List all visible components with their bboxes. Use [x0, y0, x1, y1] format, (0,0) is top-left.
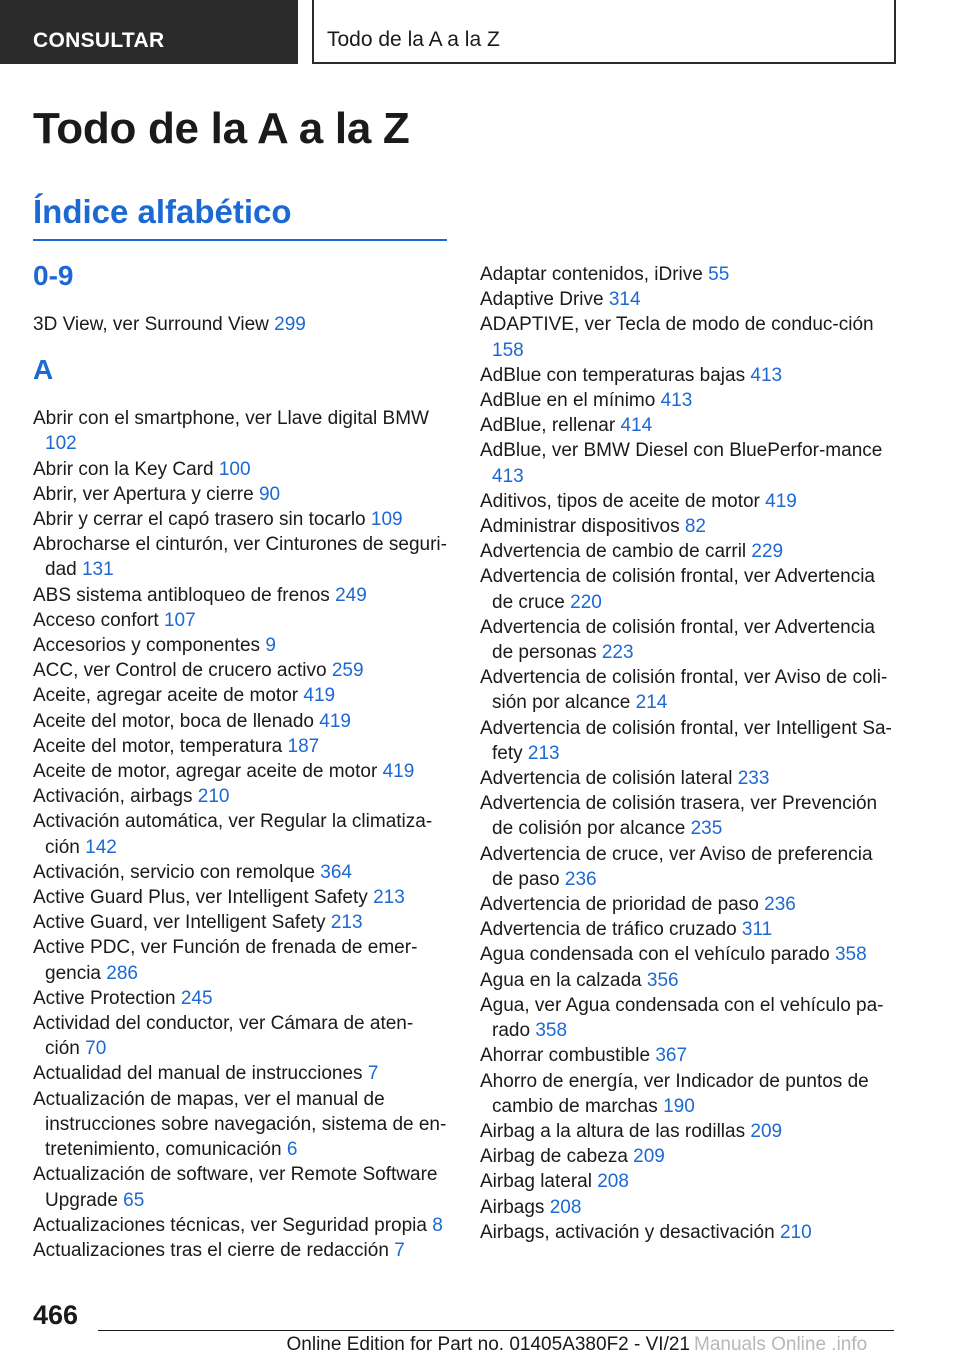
- index-entry-text: Advertencia de prioridad de paso: [480, 894, 759, 916]
- index-entry-text: AdBlue, rellenar: [480, 415, 616, 437]
- index-page-link[interactable]: 9: [265, 635, 276, 657]
- index-entry: [33, 312, 447, 337]
- index-entry-text: AdBlue en el mínimo: [480, 390, 656, 412]
- index-page-link[interactable]: 367: [655, 1045, 688, 1067]
- footer-edition: Online Edition for Part no. 01405A380F2 - VI/21: [286, 1334, 690, 1355]
- index-page-link[interactable]: 131: [81, 559, 114, 581]
- index-list: [480, 262, 898, 1245]
- index-entry-text: Active Guard Plus, ver Intelligent Safety: [33, 887, 368, 909]
- index-page-link[interactable]: 419: [382, 761, 415, 783]
- index-entry-text: Ahorro de energía, ver Indicador de puntos de cambio de marchas: [480, 1070, 869, 1117]
- index-page-link[interactable]: 102: [45, 433, 77, 455]
- index-page-link[interactable]: 158: [492, 339, 524, 361]
- index-entry: [480, 363, 898, 388]
- index-entry-text: Abrir y cerrar el capó trasero sin tocarlo: [33, 509, 366, 531]
- index-page-link[interactable]: 419: [303, 685, 336, 707]
- index-entry-text: Airbag lateral: [480, 1171, 592, 1193]
- index-page-link[interactable]: 249: [335, 584, 367, 606]
- index-entry-text: Adaptar contenidos, iDrive: [480, 264, 703, 285]
- index-entry: [480, 968, 898, 993]
- index-entry-text: Agua en la calzada: [480, 969, 642, 991]
- index-page-link[interactable]: 214: [635, 692, 668, 714]
- index-entry: [33, 910, 447, 935]
- index-page-link[interactable]: 299: [274, 314, 306, 335]
- index-entry: [480, 438, 898, 488]
- index-page-link[interactable]: 8: [432, 1214, 443, 1236]
- index-page-link[interactable]: 7: [394, 1239, 405, 1261]
- index-entry: [480, 917, 898, 942]
- subtitle-rule: [33, 239, 447, 241]
- index-entry: [480, 993, 898, 1043]
- index-page-link[interactable]: 233: [737, 768, 770, 790]
- index-entry: [33, 1061, 447, 1086]
- index-entry-text: Airbag de cabeza: [480, 1146, 628, 1168]
- index-page-link[interactable]: 65: [123, 1189, 145, 1211]
- index-page-link[interactable]: 142: [85, 836, 117, 858]
- index-entry: [33, 809, 447, 859]
- index-entry-text: Ahorrar combustible: [480, 1045, 651, 1067]
- index-entry: [480, 1119, 898, 1144]
- index-entry-text: Accesorios y componentes: [33, 635, 261, 657]
- index-entry: [33, 1011, 447, 1061]
- index-entry-text: Advertencia de colisión lateral: [480, 768, 733, 790]
- index-letter-heading: A: [33, 354, 54, 386]
- index-page-link[interactable]: 109: [370, 509, 403, 531]
- index-entry: [33, 1213, 447, 1238]
- index-entry-text: Abrocharse el cinturón, ver Cinturones de seguri-dad: [33, 534, 447, 581]
- index-list: [33, 312, 447, 337]
- index-entry: [33, 532, 447, 582]
- page-number: 466: [33, 1300, 79, 1330]
- header-section-tab: CONSULTAR: [0, 0, 298, 64]
- index-entry: [33, 935, 447, 985]
- index-page-link[interactable]: 210: [779, 1221, 812, 1243]
- index-entry-text: Abrir con el smartphone, ver Llave digital BMW: [33, 408, 429, 430]
- index-page-link[interactable]: 236: [764, 894, 796, 916]
- index-entry-text: Activación, airbags: [33, 786, 193, 808]
- index-entry: [480, 514, 898, 539]
- index-entry-text: Advertencia de colisión trasera, ver Prevención de colisión por alcance: [480, 793, 878, 840]
- index-entry-text: Activación, servicio con remolque: [33, 861, 315, 883]
- index-entry: [480, 413, 898, 438]
- index-entry: [480, 287, 898, 312]
- index-entry: [33, 784, 447, 809]
- index-entry-text: Advertencia de colisión frontal, ver Intelligent Sa-fety: [480, 717, 892, 764]
- index-entry: [33, 633, 447, 658]
- index-page-link[interactable]: 107: [163, 609, 196, 631]
- index-page-link[interactable]: 208: [597, 1171, 629, 1193]
- index-page-link[interactable]: 311: [741, 919, 773, 941]
- index-entry: [33, 986, 447, 1011]
- index-entry: [33, 457, 447, 482]
- index-entry: [33, 709, 447, 734]
- index-entry-text: Aceite del motor, temperatura: [33, 735, 283, 757]
- index-entry: [480, 1220, 898, 1245]
- index-entry: [480, 1169, 898, 1194]
- index-entry: [480, 388, 898, 413]
- index-entry: [33, 507, 447, 532]
- index-entry-text: 3D View, ver Surround View: [33, 314, 269, 335]
- index-entry: [33, 759, 447, 784]
- index-entry-text: Abrir, ver Apertura y cierre: [33, 483, 254, 505]
- index-subtitle: Índice alfabético: [33, 193, 292, 230]
- index-entry-text: ABS sistema antibloqueo de frenos: [33, 584, 330, 606]
- index-entry-text: Advertencia de colisión frontal, ver Advertencia de cruce: [480, 566, 875, 613]
- index-entry-text: Advertencia de colisión frontal, ver Advertencia de personas: [480, 616, 875, 664]
- index-entry-text: Adaptive Drive: [480, 289, 604, 311]
- index-entry-text: Aceite, agregar aceite de motor: [33, 685, 299, 707]
- index-entry: [480, 716, 898, 766]
- index-entry-text: ACC, ver Control de crucero activo: [33, 660, 327, 682]
- index-entry: [480, 564, 898, 614]
- index-entry-text: Advertencia de cambio de carril: [480, 541, 747, 563]
- index-entry: [480, 539, 898, 564]
- index-entry-text: AdBlue con temperaturas bajas: [480, 364, 746, 386]
- index-entry-text: Agua, ver Agua condensada con el vehículo pa-rado: [480, 994, 884, 1042]
- index-entry: [33, 885, 447, 910]
- index-entry: [480, 842, 898, 892]
- index-page-link[interactable]: 220: [570, 591, 602, 613]
- index-entry-text: Advertencia de tráfico cruzado: [480, 919, 737, 941]
- index-page-link[interactable]: 419: [765, 490, 797, 512]
- index-page-link[interactable]: 358: [535, 1020, 568, 1042]
- index-page-link[interactable]: 229: [751, 541, 784, 563]
- index-page-link[interactable]: 70: [85, 1038, 107, 1060]
- index-page-link[interactable]: 413: [750, 364, 783, 386]
- index-page-link[interactable]: 356: [646, 969, 679, 991]
- index-column-left: [33, 262, 447, 1263]
- index-list: [33, 406, 447, 1263]
- index-page-link[interactable]: 213: [527, 742, 560, 764]
- index-entry: [33, 406, 447, 456]
- index-entry-text: Active Protection: [33, 987, 176, 1009]
- index-entry-text: Activación automática, ver Regular la climatiza-ción: [33, 811, 433, 858]
- index-entry: [33, 608, 447, 633]
- index-page-link[interactable]: 223: [601, 642, 634, 664]
- index-entry-text: Administrar dispositivos: [480, 516, 680, 538]
- index-entry: [33, 583, 447, 608]
- index-page-link[interactable]: 286: [106, 962, 138, 984]
- index-entry-text: Airbag a la altura de las rodillas: [480, 1120, 746, 1142]
- index-entry: [480, 1144, 898, 1169]
- index-page-link[interactable]: 413: [660, 390, 693, 412]
- index-entry-text: Agua condensada con el vehículo parado: [480, 944, 830, 966]
- index-entry-text: Active Guard, ver Intelligent Safety: [33, 912, 326, 934]
- index-entry: [480, 1195, 898, 1220]
- index-entry-text: AdBlue, ver BMW Diesel con BluePerfor-mance: [480, 440, 883, 462]
- index-page-link[interactable]: 90: [258, 483, 281, 505]
- page-title: Todo de la A a la Z: [33, 104, 410, 153]
- index-entry: [480, 489, 898, 514]
- index-column-right: [480, 262, 898, 1245]
- index-entry-text: Airbags, activación y desactivación: [480, 1221, 775, 1243]
- index-letter-heading: 0-9: [33, 260, 74, 291]
- index-entry: [480, 665, 898, 715]
- index-entry: [480, 892, 898, 917]
- index-entry-text: Aditivos, tipos de aceite de motor: [480, 490, 760, 512]
- index-entry: [480, 312, 898, 362]
- index-page-link[interactable]: 414: [620, 415, 653, 437]
- index-entry-text: Aceite del motor, boca de llenado: [33, 710, 314, 732]
- index-entry: [480, 766, 898, 791]
- index-entry-text: Actualizaciones técnicas, ver Seguridad propia: [33, 1214, 427, 1236]
- index-entry: [33, 860, 447, 885]
- index-entry: [33, 1238, 447, 1263]
- index-page-link[interactable]: 100: [218, 458, 251, 480]
- index-page-link[interactable]: 209: [750, 1120, 783, 1142]
- index-entry: [480, 1043, 898, 1068]
- index-entry: [33, 1087, 447, 1163]
- index-page-link[interactable]: 208: [549, 1196, 582, 1218]
- index-page-link[interactable]: 7: [367, 1063, 379, 1085]
- index-entry-text: Active PDC, ver Función de frenada de emer-gencia: [33, 937, 418, 984]
- index-page-link[interactable]: 210: [197, 786, 230, 808]
- index-page-link[interactable]: 213: [373, 887, 405, 909]
- index-page-link[interactable]: 6: [286, 1139, 298, 1161]
- index-page-link[interactable]: 213: [330, 912, 363, 934]
- index-entry: [33, 683, 447, 708]
- index-entry-text: Acceso confort: [33, 609, 159, 631]
- index-entry-text: Abrir con la Key Card: [33, 458, 214, 480]
- index-page-link[interactable]: 245: [180, 987, 213, 1009]
- index-entry: [33, 658, 447, 683]
- index-page-link[interactable]: 55: [708, 264, 730, 285]
- index-page-link[interactable]: 236: [564, 868, 597, 890]
- index-page-link[interactable]: 358: [834, 944, 867, 966]
- header-section-title: Todo de la A a la Z: [312, 0, 896, 64]
- index-page-link[interactable]: 190: [663, 1095, 695, 1117]
- watermark: Manuals Online .info: [694, 1334, 868, 1355]
- footer-rule: [98, 1330, 894, 1331]
- index-entry-text: Advertencia de colisión frontal, ver Aviso de coli-sión por alcance: [480, 667, 888, 714]
- index-page-link[interactable]: 259: [331, 660, 364, 682]
- index-entry-text: Actualización de software, ver Remote Software Upgrade: [33, 1164, 438, 1211]
- index-entry: [480, 791, 898, 841]
- index-page-link[interactable]: 187: [287, 735, 320, 757]
- index-entry-text: Airbags: [480, 1196, 545, 1218]
- index-page-link[interactable]: 209: [633, 1146, 665, 1168]
- index-entry-text: Actualidad del manual de instrucciones: [33, 1063, 363, 1085]
- index-entry: [33, 1162, 447, 1212]
- index-page-link[interactable]: 314: [608, 289, 641, 311]
- index-entry-text: Aceite de motor, agregar aceite de motor: [33, 761, 378, 783]
- index-page-link[interactable]: 419: [319, 710, 351, 732]
- index-page-link[interactable]: 413: [492, 465, 524, 487]
- index-entry: [480, 1069, 898, 1119]
- index-page-link[interactable]: 235: [690, 818, 723, 840]
- index-entry-text: Actualización de mapas, ver el manual de instrucciones sobre navegación, sistema de en-tretenimiento, comunicación: [33, 1088, 447, 1161]
- index-entry-text: Advertencia de cruce, ver Aviso de preferencia de paso: [480, 843, 873, 890]
- index-entry-text: ADAPTIVE, ver Tecla de modo de conduc-ción: [480, 314, 874, 336]
- index-entry: [480, 942, 898, 967]
- index-entry: [480, 262, 898, 287]
- index-entry-text: Actualizaciones tras el cierre de redacción: [33, 1239, 389, 1261]
- index-page-link[interactable]: 82: [684, 516, 706, 538]
- index-entry-text: Actividad del conductor, ver Cámara de aten-ción: [33, 1013, 414, 1060]
- index-page-link[interactable]: 364: [320, 861, 352, 883]
- index-entry: [480, 615, 898, 665]
- index-entry: [33, 482, 447, 507]
- index-entry: [33, 734, 447, 759]
